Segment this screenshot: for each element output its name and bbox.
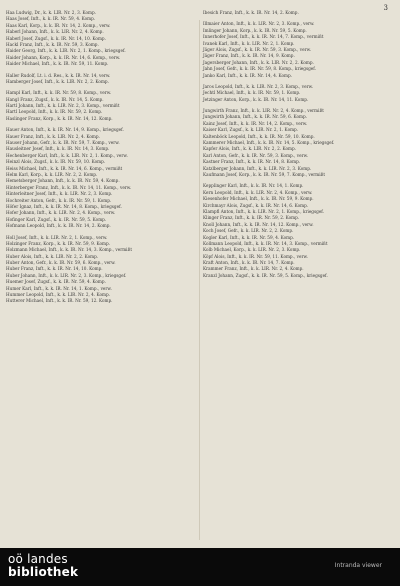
list-entry: Katzlberger Johann, Inft., k. k. LIR. Nr. 2, 3. Komp. — [203, 165, 312, 171]
list-entry: Knoll Johann, Inft., k. k. IR. Nr. 14, 12. Komp., verw. — [203, 221, 314, 227]
list-entry: Holzinger Franz, Korp., k. k. IR. Nr. 59, 9. Komp. — [6, 240, 111, 246]
list-entry: Janko Karl, Inft., k. k. IR. Nr. 14, 4. Komp. — [203, 72, 293, 78]
list-entry: Hauer Anton, Inft., k. k. IR. Nr. 14, 9. Komp., kriegsgef. — [6, 127, 124, 133]
list-entry: Kapfer Alois, Inft., k. k. LIR. Nr. 2, 2. Komp. — [203, 146, 296, 152]
list-entry: Hauser Johann, Gefr., k. k. IR. Nr. 59, 7. Komp., verw. — [6, 140, 120, 146]
list-entry: Kainz Josef, Inft., k. k. IR. Nr. 14, 2. Komp., verw. — [203, 120, 308, 126]
list-entry: Holl Josef, Inft., k. k. LIR. Nr. 2, 1. Komp., verw. — [6, 234, 108, 240]
list-entry: Illmaier Anton, Inft., k. k. LIR. Nr. 2, 3. Komp., verw. — [203, 21, 315, 27]
list-entry: Koch Josef, Gefr., k. k. LIR. Nr. 2, 2. Komp. — [203, 228, 294, 234]
list-entry: Haider Georg, Inft., k. k. LIR. Nr. 2, 1. Komp., kriegsgef. — [6, 48, 126, 54]
list-entry: Jungwirth Johann, Inft., k. k. IR. Nr. 59, 6. Komp. — [203, 114, 307, 120]
list-entry: Kiesenhofer Michael, Inft., k. k. IR. Nr. 59, 9. Komp. — [203, 196, 314, 202]
list-entry: Jaros Leopold, Inft., k. k. LIR. Nr. 2, 3. Komp., verw. — [203, 83, 314, 89]
list-entry: Hangl Franz, Zugsf., k. k. IR. Nr. 14, 5. Komp. — [6, 96, 104, 102]
list-entry: Haa Ludwig, Dr., k. k. LIR. Nr. 2, 3. Komp. — [6, 10, 96, 15]
logo-line-1: oö landes — [8, 552, 68, 566]
list-entry: Hausleitner Josef, Inft., k. k. IR. Nr. 14, 3. Komp. — [6, 146, 110, 152]
list-entry: Kogler Karl, Inft., k. k. IR. Nr. 59, 4. Komp. — [203, 234, 295, 240]
list-entry: Kirchmayr Alois, Zugsf., k. k. IR. Nr. 14, 6. Komp. — [203, 202, 309, 208]
list-entry: Kammerer Michael, Inft., k. k. IR. Nr. 14, 5. Komp., kriegsgef. — [203, 140, 335, 146]
list-entry: Hechenberger Karl, Inft., k. k. LIR. Nr. 2, 1. Komp., verw. — [6, 152, 128, 158]
list-entry: Hampl Karl, Inft., k. k. IR. Nr. 59, 8. Komp., verw. — [6, 90, 112, 96]
list-entry: Kastner Franz, Inft., k. k. IR. Nr. 14, 8. Komp. — [203, 159, 301, 165]
list-entry: Klinger Franz, Inft., k. k. IR. Nr. 59, 2. Komp. — [203, 215, 300, 221]
list-entry: Imlinger Johann, Korp., k. k. IR. Nr. 59, 5. Komp. — [203, 27, 307, 33]
page-number: 3 — [383, 4, 388, 12]
list-entry: Huber Johann, Inft., k. k. LIR. Nr. 2, 3. Komp., kriegsgef. — [6, 272, 127, 278]
list-entry: Kaiser Karl, Zugsf., k. k. LIR. Nr. 2, 1. Komp. — [203, 127, 299, 133]
list-entry: Karl Anton, Gefr., k. k. IR. Nr. 59, 3. Komp., verw. — [203, 152, 308, 158]
list-entry: Haider Michael, Inft., k. k. IR. Nr. 59, 11. Komp. — [6, 61, 109, 67]
list-entry: Jäger Alois, Zugsf., k. k. IR. Nr. 59, 3. Komp., verw. — [203, 46, 312, 52]
list-entry: Krammer Franz, Inft., k. k. LIR. Nr. 2, 4. Komp. — [203, 266, 304, 272]
list-entry: Heinzl Alois, Zugsf., k. k. IR. Nr. 59, 10. Komp. — [6, 159, 106, 165]
list-entry: Jäger Franz, Inft., k. k. IR. Nr. 14, 9. Komp. — [203, 53, 295, 59]
list-entry: Hofer Johann, Inft., k. k. LIR. Nr. 2, 4. Komp., verw. — [6, 210, 116, 216]
list-entry: Huemer Josef, Zugsf., k. k. IR. Nr. 59, 4. Komp. — [6, 279, 106, 285]
library-logo[interactable] — [8, 553, 78, 579]
list-entry: Köpf Alois, Inft., k. k. IR. Nr. 59, 11. Komp., verw. — [203, 253, 308, 259]
list-entry: Kern Leopold, Inft., k. k. LIR. Nr. 2, 4. Komp., verw. — [203, 189, 313, 195]
list-entry: Huber Alois, Inft., k. k. LIR. Nr. 2, 2. Komp. — [6, 253, 99, 259]
list-entry: Hutterer Michael, Inft., k. k. IR. Nr. 59, 12. Komp. — [6, 298, 113, 304]
list-entry: Kepplinger Karl, Inft., k. k. IR. Nr. 14, 1. Komp. — [203, 183, 304, 189]
list-entry: Haider Johann, Korp., k. k. IR. Nr. 14, 6. Komp., verw. — [6, 54, 121, 60]
list-entry: Heiss Michael, Inft., k. k. IR. Nr. 14, 6. Komp., vermißt — [6, 165, 123, 171]
list-entry: Holzmann Michael, Inft., k. k. IR. Nr. 14, 3. Komp., vermißt — [6, 247, 133, 253]
viewer-footer — [0, 548, 400, 586]
list-entry: Ibesich Franz, Inft., k. k. IR. Nr. 14, 2. Komp. — [203, 10, 299, 15]
list-entry: Hummer Leopold, Inft., k. k. LIR. Nr. 2, 4. Komp. — [6, 292, 111, 298]
list-entry: Haberl Johann, Inft., k. k. LIR. Nr. 2, 4. Komp. — [6, 29, 104, 35]
list-entry: Hauer Franz, Inft., k. k. LIR. Nr. 2, 4. Komp. — [6, 133, 100, 139]
list-entry: Haberl Josef, Zugsf., k. k. IR. Nr. 14, 10. Komp. — [6, 35, 106, 41]
right-column — [203, 10, 373, 279]
list-entry: Höfer Ignaz, Inft., k. k. IR. Nr. 14, 8. Komp., kriegsgef. — [6, 203, 122, 209]
list-entry: Haslinger Franz, Korp., k. k. IR. Nr. 14, 12. Komp. — [6, 115, 113, 121]
list-entry: Jahn Josef, Gefr., k. k. IR. Nr. 59, 8. Komp., kriegsgef. — [203, 66, 317, 72]
list-entry: Ivanek Karl, Inft., k. k. LIR. Nr. 2, 1. Komp. — [203, 40, 295, 46]
list-entry: Haas Josef, Inft., k. k. IR. Nr. 59, 4. Komp. — [6, 16, 96, 22]
list-entry: Hamberger Josef, Inft., k. k. LIR. Nr. 2, 2. Komp. — [6, 78, 109, 84]
left-column — [6, 10, 176, 305]
list-entry: Kollmann Leopold, Inft., k. k. IR. Nr. 14, 3. Komp., vermißt — [203, 240, 328, 246]
list-entry: Jechtl Michael, Inft., k. k. IR. Nr. 59, 1. Komp. — [203, 90, 301, 96]
list-entry: Helm Karl, Korp., k. k. LIR. Nr. 2, 2. Komp. — [6, 171, 98, 177]
list-entry: Hofmann Leopold, Inft., k. k. IR. Nr. 14, 2. Komp. — [6, 223, 111, 229]
list-entry: Kranzl Johann, Zugsf., k. k. IR. Nr. 59, 5. Komp., kriegsgef. — [203, 272, 328, 278]
viewer-label: Intranda viewer — [334, 562, 382, 569]
list-entry: Haller Rudolf, Lt. i. d. Res., k. k. IR. Nr. 14, verw. — [6, 72, 111, 78]
list-entry: Kolb Michael, Korp., k. k. LIR. Nr. 2, 3. Komp. — [203, 247, 301, 253]
list-entry: Jagersberger Johann, Inft., k. k. LIR. Nr. 2, 2. Komp. — [203, 59, 314, 65]
list-entry: Hemetsberger Johann, Inft., k. k. IR. Nr. 59, 4. Komp. — [6, 178, 120, 184]
list-entry: Huber Franz, Inft., k. k. IR. Nr. 14, 10. Komp. — [6, 266, 103, 272]
list-entry: Hinterberger Franz, Inft., k. k. IR. Nr. 14, 11. Komp., verw. — [6, 184, 132, 190]
list-entry: Hochreiter Anton, Gefr., k. k. IR. Nr. 59, 1. Komp. — [6, 197, 112, 203]
list-entry: Hartl Leopold, Inft., k. k. IR. Nr. 59, 2. Komp. — [6, 109, 103, 115]
list-entry: Hartl Johann, Inft., k. k. LIR. Nr. 2, 3. Komp., vermißt — [6, 103, 120, 109]
list-entry: Kaufmann Josef, Korp., k. k. IR. Nr. 59, 7. Komp., vermißt — [203, 171, 326, 177]
list-entry: Jetzinger Anton, Korp., k. k. IR. Nr. 14, 11. Komp. — [203, 96, 309, 102]
list-entry: Kaltenböck Leopold, Inft., k. k. IR. Nr. 59, 10. Komp. — [203, 133, 315, 139]
list-entry: Hackl Franz, Inft., k. k. IR. Nr. 59, 3. Komp. — [6, 41, 99, 47]
list-entry: Kraft Anton, Inft., k. k. IR. Nr. 14, 7. Komp. — [203, 260, 295, 266]
list-entry: Humer Karl, Inft., k. k. IR. Nr. 14, 1. Komp., verw. — [6, 285, 112, 291]
column-divider — [199, 20, 200, 540]
list-entry: Jungwirth Franz, Inft., k. k. LIR. Nr. 2, 4. Komp., vermißt — [203, 108, 324, 114]
logo-line-2: bibliothek — [8, 565, 79, 579]
list-entry: Hinterleitner Josef, Inft., k. k. LIR. Nr. 2, 3. Komp. — [6, 191, 113, 197]
list-entry: Hofinger Karl, Zugsf., k. k. IR. Nr. 59, 5. Komp. — [6, 216, 107, 222]
list-entry: Klampfl Anton, Inft., k. k. LIR. Nr. 2, 1. Komp., kriegsgef. — [203, 208, 325, 214]
list-entry: Innerhofer Josef, Inft., k. k. IR. Nr. 14, 7. Komp., vermißt — [203, 34, 324, 40]
list-entry: Haas Karl, Korp., k. k. IR. Nr. 14, 2. Komp., verw. — [6, 22, 111, 28]
list-entry: Huber Anton, Gefr., k. k. IR. Nr. 59, 6. Komp., verw. — [6, 260, 116, 266]
